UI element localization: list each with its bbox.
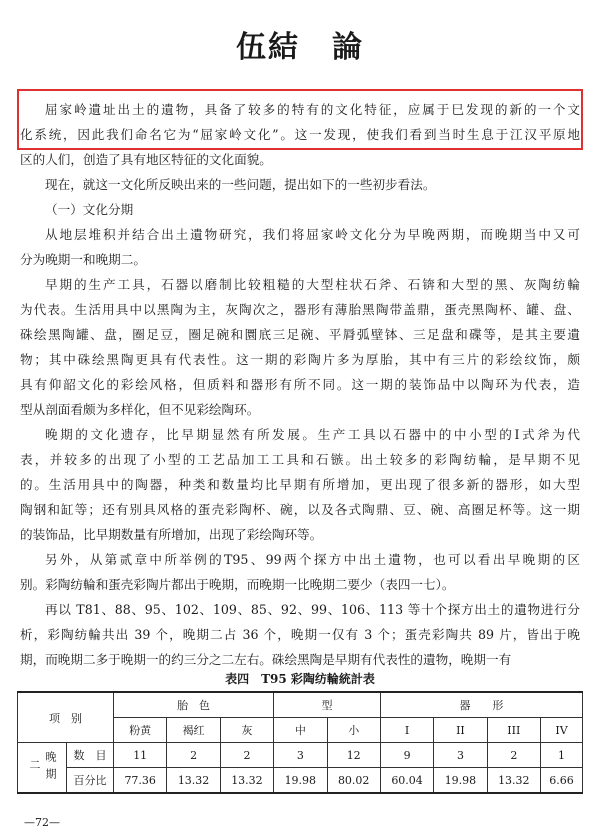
table-row — [18, 743, 583, 768]
paragraph — [20, 197, 580, 222]
table-col-header: III — [487, 718, 540, 743]
table-cell: 2 — [167, 743, 220, 768]
table-cell: 13.32 — [220, 768, 273, 794]
table-col-header: 褐红 — [167, 718, 220, 743]
text-line: 屈家岭遺址出土的遺物，具备了较多的特有的文化特征，应属于巳发现的新的一个文 — [45, 102, 580, 117]
table-cell: 11 — [114, 743, 167, 768]
table-cell: 2 — [487, 743, 540, 768]
chapter-title: 伍結 論 — [236, 30, 364, 65]
table-cell: 77.36 — [114, 768, 167, 794]
table-cell: 19.98 — [274, 768, 327, 794]
text-line: 晚期的文化遗存，比早期显然有所发展。生产工具以石器中的中小型的Ⅰ式斧为代 — [45, 427, 580, 442]
table-col-header: 中 — [274, 718, 327, 743]
paragraph — [20, 172, 580, 197]
text-line: 区的人们，创造了具有地区特征的文化面貌。 — [20, 152, 272, 167]
text-line: 另外，从第贰章中所举例的T95、99两个探方中出土遺物，也可以看出早晚期的区 — [45, 552, 580, 567]
text-line: 析，彩陶纺輪共出 39 个，晚期二占 36 个，晚期一仅有 3 个；蛋壳彩陶共 89 片，皆出于晚 — [20, 627, 580, 642]
text-line: 分为晚期一和晚期二。 — [20, 252, 146, 267]
text-line: 硃绘黑陶罐、盘，圈足豆，圈足碗和圜底三足碗、平脣弧壁钵、三足盘和碟等，是其主要遺 — [20, 327, 580, 342]
text-line: 期，而晚期二多于晚期一的约三分之二左右。硃绘黑陶是早期有代表性的遺物，晚期一有 — [20, 652, 512, 667]
text-line: （一）文化分期 — [45, 202, 134, 217]
text-line: 再以 T81、88、95、102、109、85、92、99、106、113 等十个探方出土的遺物进行分 — [45, 602, 580, 617]
table-cell: 2 — [220, 743, 273, 768]
table-row-label: 百分比 — [67, 768, 114, 794]
table-row-label: 数 目 — [67, 743, 114, 768]
table-group-header: 型 — [274, 692, 381, 718]
text-line: 物；其中硃绘黑陶更具有代表性。这一期的彩陶片多为厚胎，其中有三片的彩绘纹饰，颇 — [20, 352, 580, 367]
table-cell: 3 — [274, 743, 327, 768]
table-row-group-label: 晚期二 — [18, 743, 67, 794]
paragraph — [20, 422, 580, 547]
text-line: 陶钢和缸等；还有别具风格的蛋壳彩陶杯、碗，以及各式陶鼎、豆、碗、高圈足杯等。这一期 — [20, 502, 580, 517]
table-row — [18, 768, 583, 794]
table-cell: 19.98 — [434, 768, 487, 794]
table-caption: 表四 T95 彩陶纺輪統計表 — [225, 672, 375, 686]
text-line: 从地层堆积并结合出土遺物研究，我们将屈家岭文化分为早晚两期，而晚期当中又可 — [45, 227, 580, 242]
table-cell: 12 — [327, 743, 380, 768]
table-col-header: II — [434, 718, 487, 743]
table-cell: 13.32 — [167, 768, 220, 794]
table-cell: 3 — [434, 743, 487, 768]
paragraph — [20, 547, 580, 597]
paragraph — [20, 97, 580, 172]
table-col-header: 粉黄 — [114, 718, 167, 743]
text-line: 早期的生产工具，石器以磨制比较粗糙的大型柱状石斧、石锛和大型的黑、灰陶纺輪 — [45, 277, 580, 292]
stats-table — [17, 691, 583, 794]
paragraph — [20, 272, 580, 422]
table-cell: 1 — [541, 743, 583, 768]
text-line: 现在，就这一文化所反映出来的一些问题，提出如下的一些初步看法。 — [45, 177, 436, 192]
text-line: 别。彩陶纺輪和蛋壳彩陶片都出于晚期，而晚期一比晚期二要少（表四一七）。 — [20, 577, 455, 592]
table-group-header: 器 形 — [380, 692, 582, 718]
table-cell: 80.02 — [327, 768, 380, 794]
text-line: 具有仰韶文化的彩绘风格，但质料和器形有所不同。这一期的装饰品中以陶环为代表，造 — [20, 377, 580, 392]
text-line: 表，并较多的出现了小型的工艺品加工工具和石镞。出土较多的彩陶纺輪，是早期不见 — [20, 452, 580, 467]
table-col-header: 灰 — [220, 718, 273, 743]
text-line: 的。生活用具中的陶器，种类和数量均比早期有所增加，更出现了很多新的器形，如大型 — [20, 477, 580, 492]
text-line: 为代表。生活用具中以黑陶为主，灰陶次之，器形有薄胎黑陶带盖鼎，蛋壳黑陶杯、罐、盘、 — [20, 302, 580, 317]
text-line: 型从剖面看颇为多样化，但不见彩绘陶环。 — [20, 402, 260, 417]
table-group-header: 胎 色 — [114, 692, 274, 718]
table-col-header: I — [380, 718, 433, 743]
table-cell: 13.32 — [487, 768, 540, 794]
table-cell: 60.04 — [380, 768, 433, 794]
table-corner-label: 项 别 — [18, 692, 114, 743]
page-number: —72— — [24, 816, 60, 829]
paragraph — [20, 597, 580, 672]
table-cell: 9 — [380, 743, 433, 768]
paragraph — [20, 222, 580, 272]
table-col-header: 小 — [327, 718, 380, 743]
text-line: 化系统，因此我们命名它为“屈家岭文化”。这一发现，使我们看到当时生息于江汉平原地 — [20, 127, 580, 142]
table-header-row — [18, 692, 583, 718]
text-line: 的装饰品，比早期数量有所增加，出现了彩绘陶环等。 — [20, 527, 323, 542]
table-cell: 6.66 — [541, 768, 583, 794]
table-col-header: IV — [541, 718, 583, 743]
